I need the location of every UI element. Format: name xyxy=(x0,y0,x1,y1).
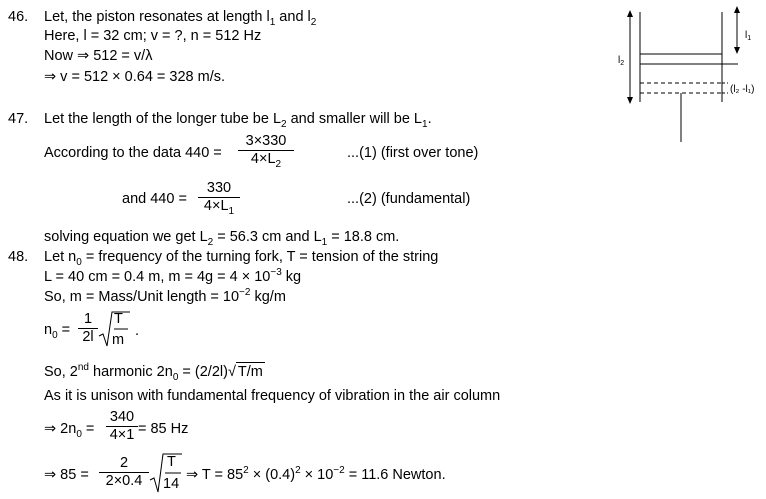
p46-line-2: Here, l = 32 cm; v = ?, n = 512 Hz xyxy=(44,28,262,44)
sqrt-T-over-m: √ T/m xyxy=(227,364,263,380)
eq4-result: ⇒ $T = 85^2 \times (0.4)^2 \times 10^{-2} = 11.6$ Newton. xyxy=(186,465,446,483)
p48-text: kg xyxy=(281,269,302,285)
eq2-denominator: $4\times L_1$ xyxy=(198,197,240,215)
p47-text: Let the length of the longer tube be L xyxy=(44,111,282,127)
p48-text: L = 40 cm = 0.4 m, m = 4g = 4 × 10 xyxy=(44,269,271,285)
eq4-denominator: 2×0.4 xyxy=(99,472,149,490)
n0-dot: . xyxy=(135,323,140,339)
eq1-note: ...(1) (first over tone) xyxy=(347,145,479,161)
p48-line-3 xyxy=(44,288,286,306)
subscript: 1 xyxy=(321,236,328,248)
p47-line-1 xyxy=(44,110,432,128)
n0-numerator: 1 xyxy=(83,311,93,327)
label-l2: $l_2$ xyxy=(618,55,625,67)
eq2-note: ...(2) (fundamental) xyxy=(347,191,471,207)
p48-unison: As it is unison with fundamental frequency of vibration in the air column xyxy=(44,388,501,404)
eq3-prefix: ⇒ $2n_0$ = xyxy=(44,421,95,440)
eq1-fraction xyxy=(238,133,294,168)
eq2-numerator: 330 xyxy=(206,180,232,196)
p46-text: and l xyxy=(275,9,311,25)
problem-number-47: 47. xyxy=(8,111,29,127)
eq3-denominator: 4×1 xyxy=(106,426,138,444)
n0-lhs: $n_0$ = xyxy=(44,322,71,341)
arrow-head-up xyxy=(627,10,633,17)
p47-text: = 18.8 cm. xyxy=(327,229,400,245)
eq3-numerator: 340 xyxy=(109,409,135,425)
p47-text: solving equation we get L xyxy=(44,229,208,245)
p46-text: Let, the piston resonates at length l xyxy=(44,9,270,25)
eq1-denominator: $4\times L_2$ xyxy=(238,150,294,168)
eq2-prefix: and 440 = xyxy=(122,191,187,207)
eq4-radicand-num: T xyxy=(167,454,176,470)
subscript: 2 xyxy=(207,236,214,248)
p46-line-1 xyxy=(44,8,316,26)
problem-number-46: 46. xyxy=(8,9,29,25)
p47-text: = 56.3 cm and L xyxy=(213,229,322,245)
n0-fraction xyxy=(78,311,98,346)
p46-line-4: ⇒ v = 512 × 0.64 = 328 m/s. xyxy=(44,69,226,85)
eq3-result: = 85 Hz xyxy=(138,421,189,437)
label-l1: $l_1$ xyxy=(745,30,752,42)
p48-text: So, m = Mass/Unit length = 10 xyxy=(44,289,240,305)
p48-harmonic: So, 2nd harmonic $2n_0 = (2/2l)√$ T/m xyxy=(44,362,263,383)
eq1-prefix: According to the data 440 = xyxy=(44,145,222,161)
eq4-radicand-den: 14 xyxy=(163,476,180,492)
eq4-fraction xyxy=(99,455,149,490)
tube-piston-figure xyxy=(600,0,766,145)
p48-line-1 xyxy=(44,248,438,266)
p48-text: Let n xyxy=(44,249,77,265)
p48-line-2 xyxy=(44,268,301,286)
eq2-fraction xyxy=(198,180,240,215)
subscript: 2 xyxy=(310,16,317,28)
superscript: −3 xyxy=(270,267,282,279)
p47-text: and smaller will be L xyxy=(286,111,422,127)
p48-text: kg/m xyxy=(250,289,286,305)
label-l2-minus-l1: (l₂ -l₁) xyxy=(730,84,755,95)
subscript: 1 xyxy=(422,118,428,130)
superscript: −2 xyxy=(239,287,251,299)
p48-text: = frequency of the turning fork, T = tension of the string xyxy=(81,249,439,265)
eq3-fraction xyxy=(106,409,138,444)
problem-number-48: 48. xyxy=(8,249,29,265)
arrow-head-down xyxy=(627,97,633,104)
p47-text: . xyxy=(427,111,432,127)
p46-line-3: Now ⇒ 512 = v/λ xyxy=(44,48,153,64)
n0-radicand-num: T xyxy=(114,311,123,327)
arrow-head-up xyxy=(734,6,740,13)
eq1-numerator: 3×330 xyxy=(245,133,287,149)
p47-result xyxy=(44,228,399,246)
subscript: 1 xyxy=(269,16,276,28)
n0-denominator: 2l xyxy=(78,328,98,346)
subscript: 2 xyxy=(281,118,287,130)
eq4-numerator: 2 xyxy=(119,455,129,471)
arrow-head-down xyxy=(734,47,740,54)
n0-radicand-den: m xyxy=(112,332,125,348)
eq4-prefix: ⇒ 85 = xyxy=(44,467,89,483)
subscript: 0 xyxy=(76,256,82,268)
